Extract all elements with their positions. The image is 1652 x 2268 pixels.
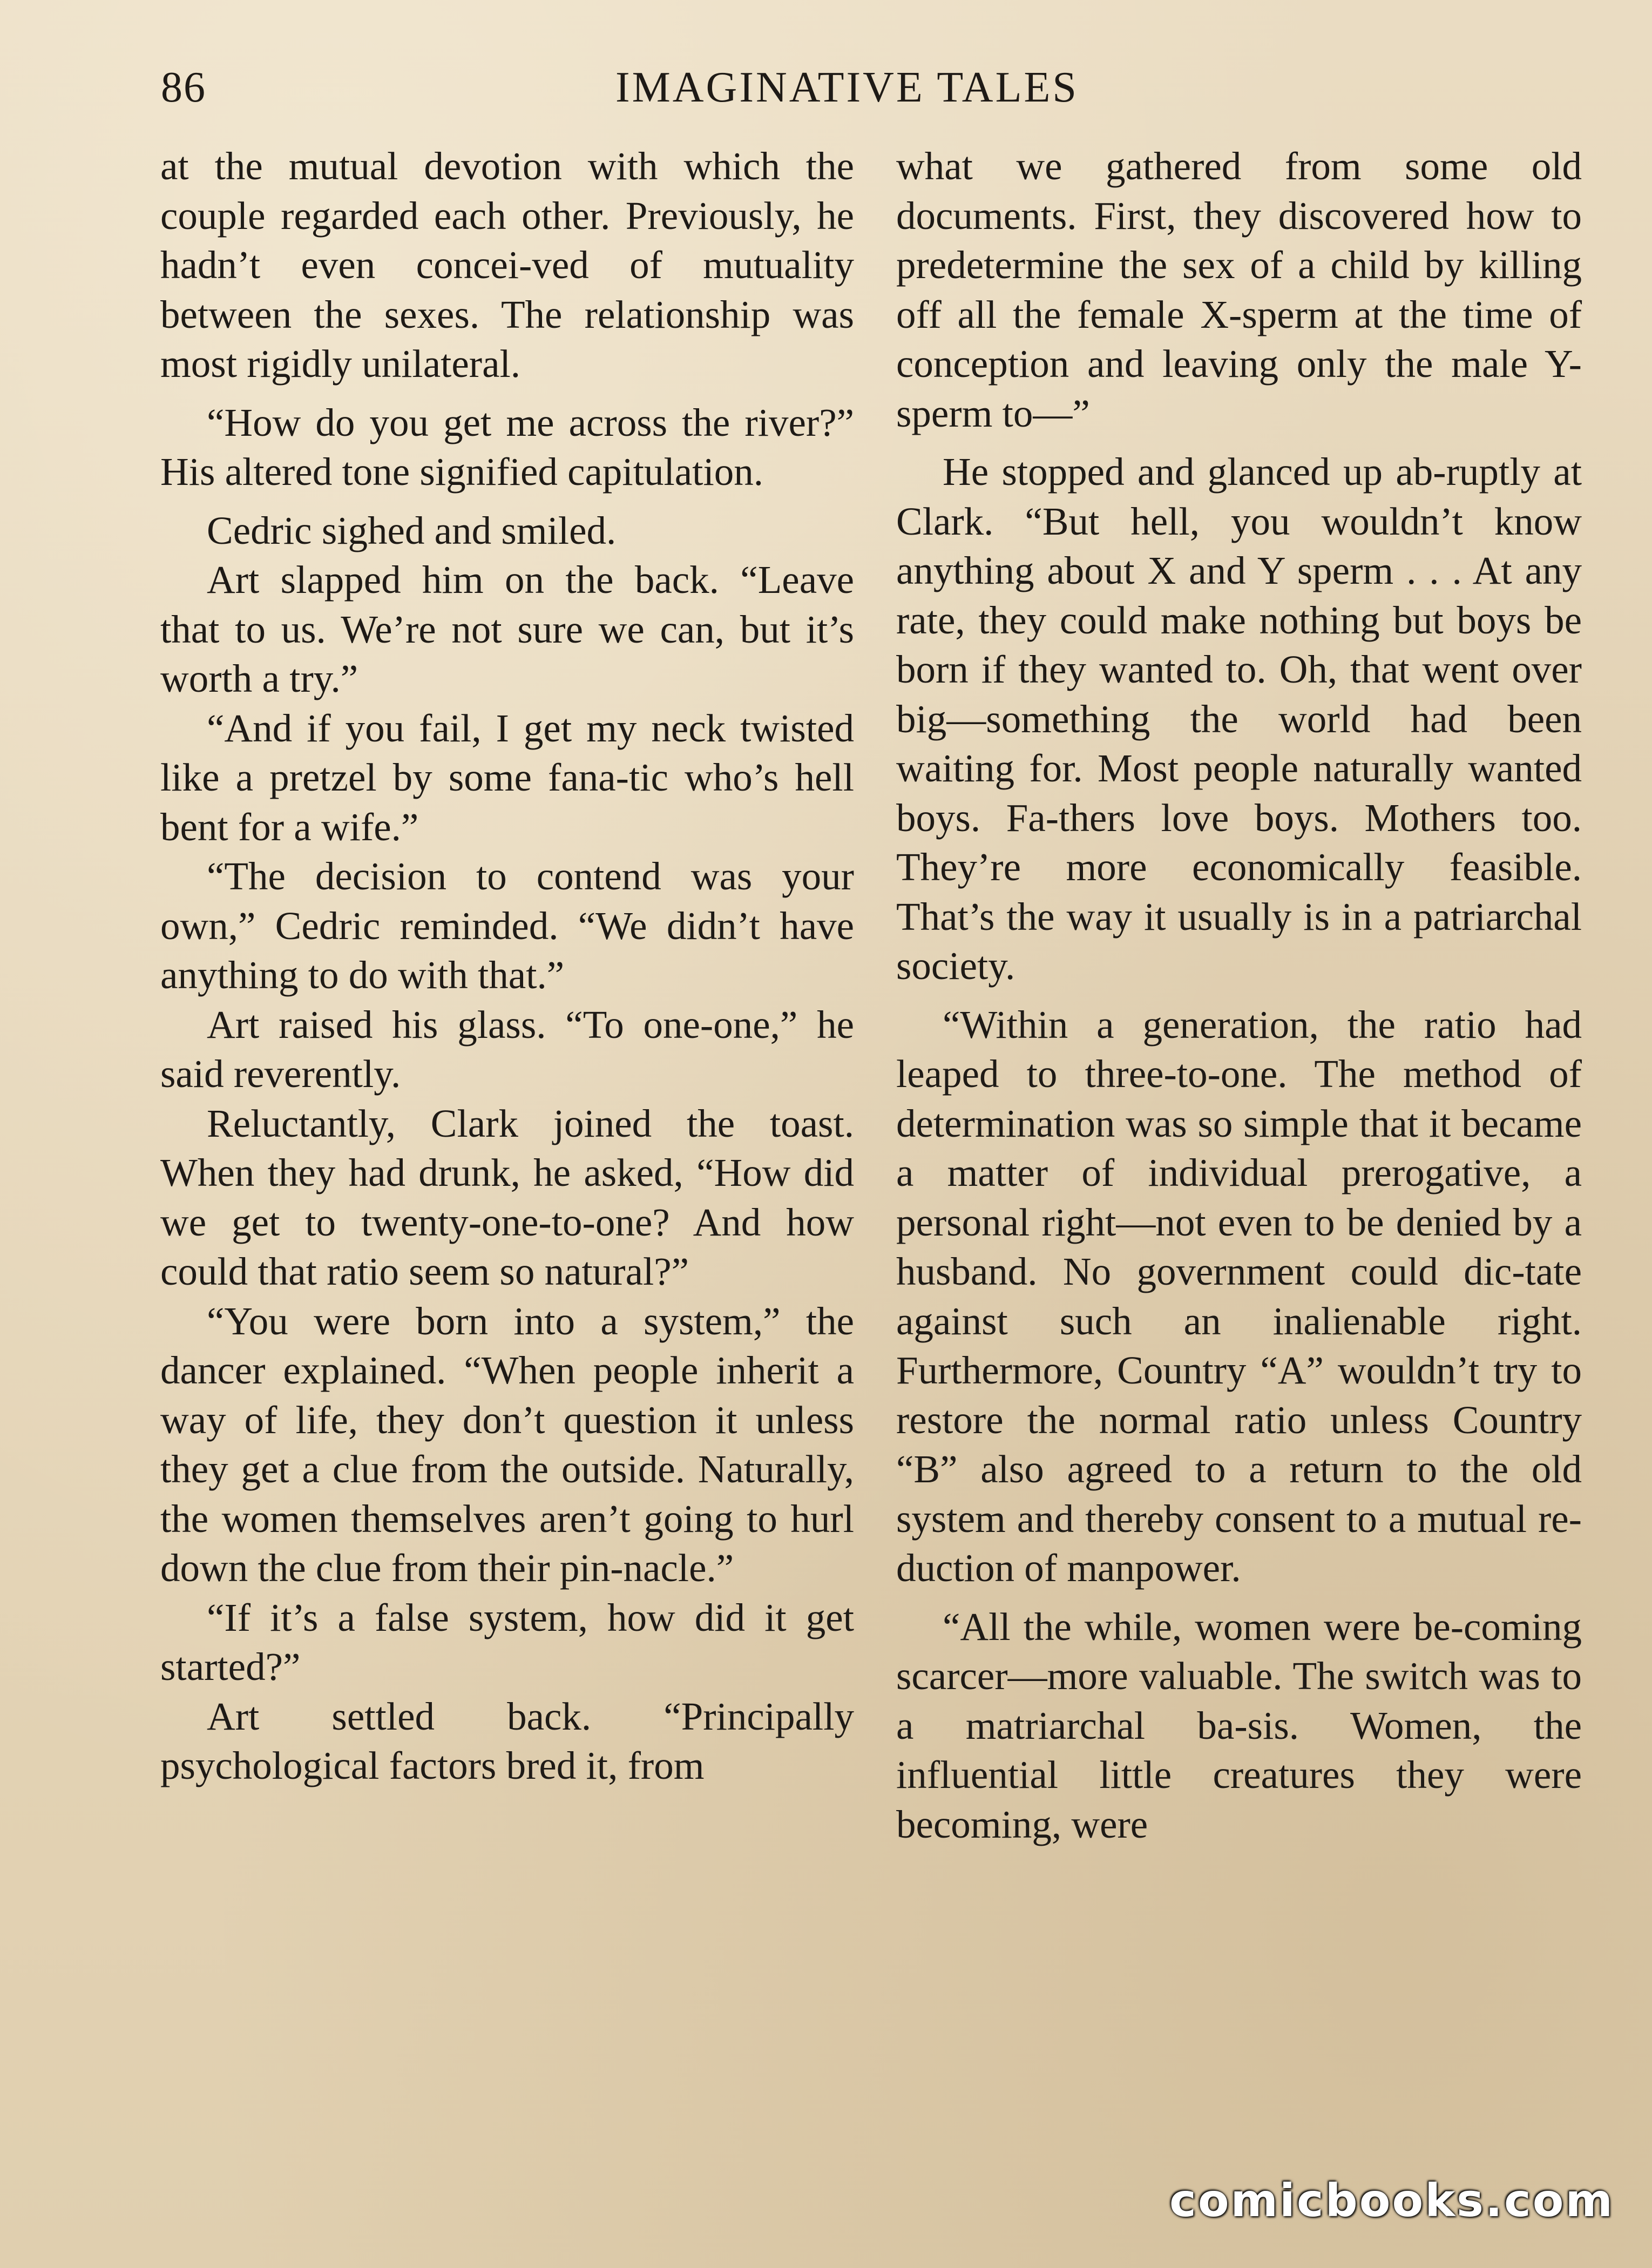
paragraph: Art settled back. “Principally psychological factors bred it, from <box>160 1694 854 1787</box>
paragraph: “How do you get me across the river?” His altered tone signified capitulation. <box>160 400 854 494</box>
paragraph: He stopped and glanced up ab-ruptly at Clark. “But hell, you wouldn’t know anything about X and Y sperm . . . At any rate, they could make nothing but boys be born if they wanted to. Oh, that went over big—something the world had been waiting for. Most people naturally wanted boys. Fa-thers love boys. Mothers too. They’re more economically feasible. That’s the way it usually is in a patriarchal society. <box>896 450 1582 988</box>
paragraph: “And if you fail, I get my neck twisted like a pretzel by some fana-tic who’s hell bent for a wife.” <box>160 706 854 849</box>
site-watermark: comicbooks.com <box>1169 2174 1614 2227</box>
paragraph: “Within a generation, the ratio had leaped to three-to-one. The method of determination was so simple that it became a matter of individual prerogative, a personal right—not even to be denied by a husband. No government could dic-tate against such an inalienable right. Furthermore, Country “A” wouldn’t try to restore the normal ratio unless Country “B” also agreed to a return to the old system and thereby consent to a mutual re-duction of manpower. <box>896 1002 1582 1590</box>
paragraph: what we gathered from some old documents. First, they discovered how to predetermine the sex of a child by killing off all the female X-sperm at the time of conception and leaving only the male Y-sperm to—” <box>896 144 1582 435</box>
paragraph: “The decision to contend was your own,” Cedric reminded. “We didn’t have anything to do with that.” <box>160 854 854 997</box>
paragraph: Art slapped him on the back. “Leave that to us. We’re not sure we can, but it’s worth a try.” <box>160 558 854 700</box>
paragraph: “If it’s a false system, how did it get started?” <box>160 1595 854 1689</box>
paragraph: “You were born into a system,” the dancer explained. “When people inherit a way of life, they don’t question it unless they get a clue from the outside. Naturally, the women themselves aren’t going to hurl down the clue from their pin-nacle.” <box>160 1299 854 1590</box>
paragraph: at the mutual devotion with which the couple regarded each other. Previously, he hadn’t even concei-ved of mutuality between the sexes. The relationship was most rigidly unilateral. <box>160 144 854 386</box>
paragraph: Cedric sighed and smiled. <box>207 508 617 552</box>
running-title: IMAGINATIVE TALES <box>615 64 1079 111</box>
page-number: 86 <box>161 64 206 111</box>
paragraph: “All the while, women were be-coming scarcer—more valuable. The switch was to a matriarchal ba-sis. Women, the influential little creatures they were becoming, were <box>896 1604 1582 1846</box>
left-column <box>160 141 854 1791</box>
paragraph: Art raised his glass. “To one-one,” he said reverently. <box>160 1002 854 1096</box>
right-column <box>896 141 1582 1849</box>
paragraph: Reluctantly, Clark joined the toast. When they had drunk, he asked, “How did we get to twenty-one-to-one? And how could that ratio seem so natural?” <box>160 1101 854 1293</box>
